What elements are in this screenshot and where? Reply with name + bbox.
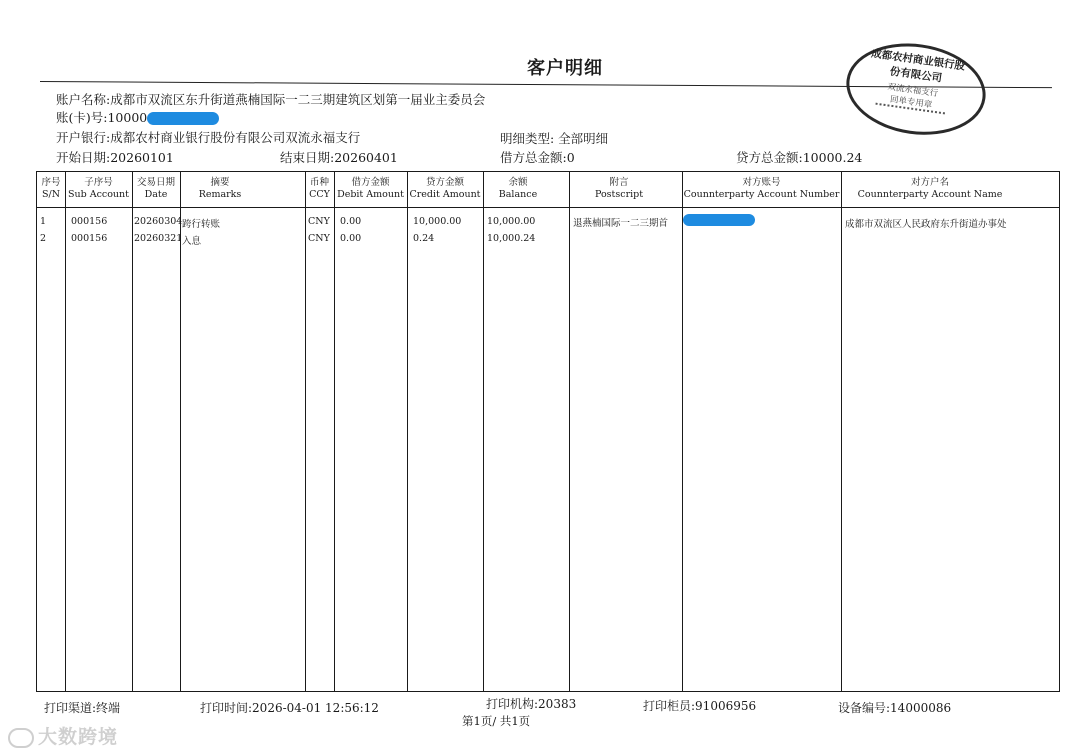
- print-teller: 打印柜员:91006956: [643, 699, 757, 713]
- credit-total: 贷方总金额:10000.24: [736, 150, 863, 165]
- header-date: 交易日期 Date: [136, 177, 175, 200]
- watermark: [8, 722, 118, 749]
- header-credit: 贷方金额 Credit Amount: [409, 177, 481, 200]
- row1-ccy: CNY: [308, 216, 330, 227]
- stamp-arc-text: 成都农村商业银行股份有限公司: [870, 47, 966, 85]
- detail-type: 明细类型: 全部明细: [500, 131, 609, 146]
- row1-balance: 10,000.00: [487, 216, 536, 227]
- column-divider: [180, 172, 181, 691]
- row1-postscript: 退燕楠国际一二三期首: [573, 218, 669, 229]
- header-counterparty-name: 对方户名 Counnterparty Account Name: [857, 177, 1003, 200]
- page-title: 客户明细: [527, 58, 603, 79]
- row2-date: 20260321: [134, 233, 183, 244]
- watermark-logo-icon: [8, 728, 34, 748]
- account-number-label: 账(卡)号:: [56, 110, 108, 125]
- column-divider: [305, 172, 306, 691]
- bank-seal-stamp: [840, 35, 989, 143]
- row1-credit: 10,000.00: [413, 216, 462, 227]
- header-ccy: 币种 CCY: [309, 177, 330, 200]
- stamp-branch: 双流永福支行: [886, 82, 939, 100]
- start-date: 开始日期:20260101: [56, 150, 174, 165]
- column-divider: [841, 172, 842, 691]
- column-divider: [65, 172, 66, 691]
- header-remarks: 摘要 Remarks: [198, 177, 242, 200]
- column-divider: [569, 172, 570, 691]
- column-divider: [132, 172, 133, 691]
- account-number-value: 10000: [107, 110, 148, 125]
- header-sub-account: 子序号 Sub Account: [67, 177, 129, 200]
- column-divider: [407, 172, 408, 691]
- row1-sub-account: 000156: [71, 216, 108, 227]
- row1-date: 20260304: [134, 216, 183, 227]
- redaction-mark: [683, 214, 755, 226]
- row2-credit: 0.24: [413, 233, 435, 244]
- header-balance: 余额 Balance: [498, 177, 538, 200]
- page-number: 第1页/ 共1页: [462, 714, 531, 728]
- row2-remarks: 入息: [182, 236, 202, 247]
- column-divider: [483, 172, 484, 691]
- account-number: [56, 108, 219, 126]
- bank-name: 开户银行:成都农村商业银行股份有限公司双流永福支行: [56, 130, 361, 145]
- end-date: 结束日期:20260401: [280, 150, 398, 165]
- row1-counterparty-account: [683, 214, 755, 226]
- redaction-mark: [147, 112, 219, 125]
- header-counterparty-account: 对方账号 Counnterparty Account Number: [683, 177, 840, 200]
- print-org: 打印机构:20383: [486, 697, 577, 711]
- watermark-text: 大数跨境: [38, 726, 119, 748]
- row2-sn: 2: [40, 233, 47, 244]
- row2-balance: 10,000.24: [487, 233, 536, 244]
- header-sn: 序号 S/N: [41, 177, 61, 200]
- print-channel: 打印渠道:终端: [44, 701, 121, 715]
- print-time: 打印时间:2026-04-01 12:56:12: [200, 701, 379, 715]
- debit-total: 借方总金额:0: [500, 150, 575, 165]
- header-debit: 借方金额 Debit Amount: [337, 177, 404, 200]
- row1-debit: 0.00: [340, 216, 362, 227]
- row2-debit: 0.00: [340, 233, 362, 244]
- row1-remarks: 跨行转账: [182, 219, 221, 230]
- column-divider: [334, 172, 335, 691]
- row2-ccy: CNY: [308, 233, 330, 244]
- header-postscript: 附言 Postscript: [594, 177, 644, 200]
- column-divider: [682, 172, 683, 691]
- account-name: 账户名称:成都市双流区东升街道燕楠国际一二三期建筑区划第一届业主委员会: [56, 92, 486, 107]
- transaction-table: [36, 171, 1060, 692]
- row1-counterparty-name: 成都市双流区人民政府东升街道办事处: [845, 219, 1007, 230]
- stamp-purpose: 回单专用章: [889, 94, 933, 111]
- row2-sub-account: 000156: [71, 233, 108, 244]
- device-number: 设备编号:14000086: [838, 701, 952, 715]
- row1-sn: 1: [40, 216, 47, 227]
- header-divider: [37, 207, 1059, 208]
